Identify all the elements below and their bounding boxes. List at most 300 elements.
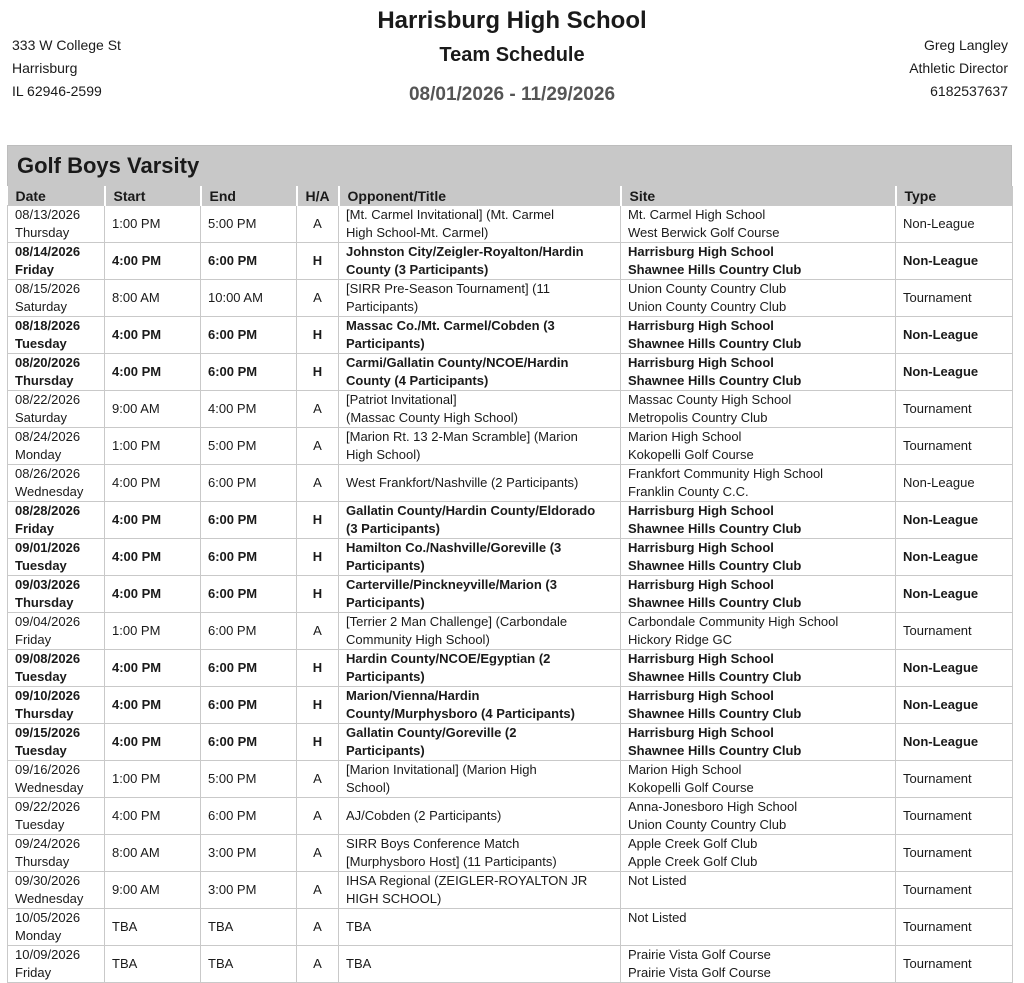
table-row	[8, 502, 1013, 539]
site-cell	[621, 539, 896, 576]
site-line: Frankfort Community High School	[628, 466, 824, 481]
opponent-line: [Terrier 2 Man Challenge] (Carbondale	[346, 614, 568, 629]
event-date: 08/15/2026	[15, 281, 81, 296]
opponent-line: Participants)	[346, 336, 425, 351]
start-time-cell: 4:00 PM	[105, 687, 201, 724]
site-cell	[621, 946, 896, 983]
table-row	[8, 650, 1013, 687]
site-line: Shawnee Hills Country Club	[628, 373, 802, 388]
start-time-cell: 4:00 PM	[105, 243, 201, 280]
opponent-line: Carterville/Pinckneyville/Marion (3	[346, 577, 557, 592]
site-line: Union County Country Club	[628, 299, 787, 314]
site-line: Harrisburg High School	[628, 688, 774, 703]
opponent-line: Gallatin County/Hardin County/Eldorado	[346, 503, 596, 518]
type-cell: Tournament	[896, 428, 1013, 465]
start-time-cell: 4:00 PM	[105, 539, 201, 576]
site-cell	[621, 428, 896, 465]
opponent-line: SIRR Boys Conference Match	[346, 836, 520, 851]
end-time-cell: 10:00 AM	[201, 280, 297, 317]
site-line: Anna-Jonesboro High School	[628, 799, 798, 814]
event-weekday: Thursday	[15, 706, 74, 721]
end-time-cell: 6:00 PM	[201, 798, 297, 835]
start-time-cell: TBA	[105, 946, 201, 983]
event-date: 08/20/2026	[15, 355, 81, 370]
table-row	[8, 687, 1013, 724]
event-weekday: Saturday	[15, 410, 68, 425]
event-date: 09/04/2026	[15, 614, 81, 629]
home-away-cell: A	[297, 761, 339, 798]
date-cell	[8, 354, 105, 391]
opponent-cell	[339, 391, 621, 428]
column-header-opponent: Opponent/Title	[339, 186, 621, 206]
start-time-cell: 4:00 PM	[105, 465, 201, 502]
home-away-cell: H	[297, 650, 339, 687]
home-away-cell: A	[297, 872, 339, 909]
date-cell	[8, 835, 105, 872]
table-row	[8, 465, 1013, 502]
type-cell: Tournament	[896, 835, 1013, 872]
opponent-line: High School-Mt. Carmel)	[346, 225, 489, 240]
date-cell	[8, 280, 105, 317]
end-time-cell: 6:00 PM	[201, 354, 297, 391]
team-title: Golf Boys Varsity	[7, 145, 1012, 186]
date-cell	[8, 243, 105, 280]
home-away-cell: A	[297, 946, 339, 983]
opponent-line: Carmi/Gallatin County/NCOE/Hardin	[346, 355, 569, 370]
event-date: 08/13/2026	[15, 207, 81, 222]
opponent-line: Hardin County/NCOE/Egyptian (2	[346, 651, 551, 666]
event-date: 08/28/2026	[15, 503, 81, 518]
type-cell: Tournament	[896, 613, 1013, 650]
site-cell	[621, 650, 896, 687]
home-away-cell: A	[297, 909, 339, 946]
event-weekday: Thursday	[15, 373, 74, 388]
site-line: Harrisburg High School	[628, 651, 774, 666]
document-subtitle: Team Schedule	[439, 44, 585, 66]
contact-title: Athletic Director	[909, 60, 1008, 76]
address-line: IL 62946-2599	[12, 83, 102, 99]
type-cell: Non-League	[896, 650, 1013, 687]
site-line: Not Listed	[628, 873, 687, 888]
date-cell	[8, 391, 105, 428]
column-header-site: Site	[621, 186, 896, 206]
type-cell: Tournament	[896, 872, 1013, 909]
event-weekday: Saturday	[15, 299, 68, 314]
event-date: 09/22/2026	[15, 799, 81, 814]
schedule-table	[7, 186, 1013, 983]
end-time-cell: 4:00 PM	[201, 391, 297, 428]
site-line: Shawnee Hills Country Club	[628, 336, 802, 351]
type-cell: Non-League	[896, 354, 1013, 391]
opponent-line: HIGH SCHOOL)	[346, 891, 442, 906]
home-away-cell: A	[297, 206, 339, 243]
type-cell: Tournament	[896, 391, 1013, 428]
event-weekday: Friday	[15, 521, 55, 536]
end-time-cell: 6:00 PM	[201, 576, 297, 613]
site-line: Massac County High School	[628, 392, 792, 407]
site-line: Kokopelli Golf Course	[628, 447, 754, 462]
site-line: Shawnee Hills Country Club	[628, 669, 802, 684]
table-row	[8, 724, 1013, 761]
date-cell	[8, 465, 105, 502]
contact-name: Greg Langley	[923, 37, 1008, 53]
opponent-line: School)	[346, 780, 391, 795]
table-row	[8, 946, 1013, 983]
event-date: 09/10/2026	[15, 688, 81, 703]
opponent-cell	[339, 428, 621, 465]
opponent-cell	[339, 872, 621, 909]
table-row	[8, 206, 1013, 243]
event-date: 09/30/2026	[15, 873, 81, 888]
event-weekday: Friday	[15, 262, 55, 277]
site-line: Harrisburg High School	[628, 577, 774, 592]
schedule-rows	[8, 206, 1013, 983]
site-line: Not Listed	[628, 910, 687, 925]
event-weekday: Tuesday	[15, 336, 67, 351]
opponent-line: TBA	[346, 919, 372, 934]
end-time-cell: 6:00 PM	[201, 539, 297, 576]
event-date: 09/08/2026	[15, 651, 81, 666]
table-row	[8, 576, 1013, 613]
site-line: West Berwick Golf Course	[628, 225, 780, 240]
event-weekday: Thursday	[15, 225, 70, 240]
opponent-line: AJ/Cobden (2 Participants)	[346, 808, 502, 823]
event-weekday: Tuesday	[15, 817, 65, 832]
site-cell	[621, 243, 896, 280]
event-weekday: Wednesday	[15, 780, 84, 795]
site-cell	[621, 798, 896, 835]
date-cell	[8, 650, 105, 687]
site-cell	[621, 761, 896, 798]
site-line: Marion High School	[628, 762, 742, 777]
home-away-cell: A	[297, 391, 339, 428]
opponent-cell	[339, 502, 621, 539]
date-cell	[8, 909, 105, 946]
start-time-cell: 4:00 PM	[105, 502, 201, 539]
home-away-cell: H	[297, 317, 339, 354]
opponent-cell	[339, 761, 621, 798]
event-date: 09/03/2026	[15, 577, 81, 592]
date-cell	[8, 687, 105, 724]
type-cell: Non-League	[896, 206, 1013, 243]
table-row	[8, 539, 1013, 576]
date-cell	[8, 576, 105, 613]
site-line: Harrisburg High School	[628, 725, 774, 740]
start-time-cell: 1:00 PM	[105, 613, 201, 650]
site-line: Union County Country Club	[628, 281, 787, 296]
home-away-cell: H	[297, 502, 339, 539]
address-line: Harrisburg	[12, 60, 78, 76]
opponent-line: Gallatin County/Goreville (2	[346, 725, 517, 740]
opponent-cell	[339, 465, 621, 502]
site-line: Shawnee Hills Country Club	[628, 706, 802, 721]
site-line: Hickory Ridge GC	[628, 632, 733, 647]
site-line: Marion High School	[628, 429, 742, 444]
table-row	[8, 428, 1013, 465]
opponent-cell	[339, 798, 621, 835]
site-line: Kokopelli Golf Course	[628, 780, 754, 795]
date-cell	[8, 428, 105, 465]
start-time-cell: 8:00 AM	[105, 835, 201, 872]
end-time-cell: 6:00 PM	[201, 502, 297, 539]
event-weekday: Tuesday	[15, 558, 67, 573]
table-row	[8, 872, 1013, 909]
type-cell: Tournament	[896, 909, 1013, 946]
site-line: Harrisburg High School	[628, 540, 774, 555]
end-time-cell: 6:00 PM	[201, 687, 297, 724]
event-weekday: Tuesday	[15, 743, 67, 758]
home-away-cell: H	[297, 243, 339, 280]
home-away-cell: A	[297, 280, 339, 317]
end-time-cell: 5:00 PM	[201, 428, 297, 465]
event-date: 10/09/2026	[15, 947, 81, 962]
opponent-cell	[339, 539, 621, 576]
table-row	[8, 391, 1013, 428]
event-date: 09/24/2026	[15, 836, 81, 851]
start-time-cell: 4:00 PM	[105, 576, 201, 613]
opponent-cell	[339, 354, 621, 391]
opponent-line: Community High School)	[346, 632, 490, 647]
site-cell	[621, 687, 896, 724]
table-row	[8, 354, 1013, 391]
opponent-line: High School)	[346, 447, 421, 462]
end-time-cell: TBA	[201, 946, 297, 983]
home-away-cell: H	[297, 724, 339, 761]
site-line: Apple Creek Golf Club	[628, 836, 758, 851]
type-cell: Non-League	[896, 687, 1013, 724]
table-row	[8, 798, 1013, 835]
table-header-row	[8, 186, 1013, 206]
date-cell	[8, 206, 105, 243]
address-line: 333 W College St	[12, 37, 121, 53]
opponent-line: West Frankfort/Nashville (2 Participants)	[346, 475, 579, 490]
site-cell	[621, 280, 896, 317]
event-date: 08/14/2026	[15, 244, 81, 259]
end-time-cell: 6:00 PM	[201, 243, 297, 280]
site-cell	[621, 206, 896, 243]
event-date: 09/01/2026	[15, 540, 81, 555]
home-away-cell: H	[297, 354, 339, 391]
opponent-line: [Marion Rt. 13 2-Man Scramble] (Marion	[346, 429, 578, 444]
date-cell	[8, 613, 105, 650]
column-header-start: Start	[105, 186, 201, 206]
site-line: Prairie Vista Golf Course	[628, 965, 771, 980]
end-time-cell: 6:00 PM	[201, 724, 297, 761]
opponent-cell	[339, 317, 621, 354]
type-cell: Non-League	[896, 243, 1013, 280]
start-time-cell: 4:00 PM	[105, 317, 201, 354]
event-date: 09/16/2026	[15, 762, 81, 777]
end-time-cell: 5:00 PM	[201, 761, 297, 798]
opponent-cell	[339, 687, 621, 724]
opponent-line: Hamilton Co./Nashville/Goreville (3	[346, 540, 562, 555]
opponent-cell	[339, 206, 621, 243]
opponent-cell	[339, 650, 621, 687]
type-cell: Non-League	[896, 502, 1013, 539]
opponent-line: Massac Co./Mt. Carmel/Cobden (3	[346, 318, 555, 333]
date-cell	[8, 539, 105, 576]
contact-phone: 6182537637	[930, 83, 1008, 99]
site-line: Carbondale Community High School	[628, 614, 839, 629]
table-row	[8, 280, 1013, 317]
site-cell	[621, 576, 896, 613]
date-cell	[8, 761, 105, 798]
event-weekday: Wednesday	[15, 484, 84, 499]
date-range: 08/01/2026 - 11/29/2026	[408, 84, 616, 105]
home-away-cell: A	[297, 428, 339, 465]
end-time-cell: 6:00 PM	[201, 465, 297, 502]
event-date: 08/24/2026	[15, 429, 81, 444]
end-time-cell: 6:00 PM	[201, 613, 297, 650]
start-time-cell: 1:00 PM	[105, 428, 201, 465]
opponent-cell	[339, 909, 621, 946]
event-date: 08/22/2026	[15, 392, 81, 407]
opponent-line: County (3 Participants)	[346, 262, 489, 277]
event-date: 08/26/2026	[15, 466, 81, 481]
event-date: 10/05/2026	[15, 910, 81, 925]
type-cell: Tournament	[896, 798, 1013, 835]
event-weekday: Thursday	[15, 854, 70, 869]
date-cell	[8, 724, 105, 761]
site-cell	[621, 317, 896, 354]
end-time-cell: 6:00 PM	[201, 650, 297, 687]
end-time-cell: 3:00 PM	[201, 872, 297, 909]
site-line: Apple Creek Golf Club	[628, 854, 758, 869]
start-time-cell: 9:00 AM	[105, 391, 201, 428]
home-away-cell: H	[297, 539, 339, 576]
type-cell: Non-League	[896, 576, 1013, 613]
table-row	[8, 613, 1013, 650]
start-time-cell: 1:00 PM	[105, 761, 201, 798]
opponent-line: County/Murphysboro (4 Participants)	[346, 706, 575, 721]
event-weekday: Thursday	[15, 595, 74, 610]
site-line: Union County Country Club	[628, 817, 787, 832]
event-weekday: Monday	[15, 928, 62, 943]
type-cell: Non-League	[896, 465, 1013, 502]
home-away-cell: A	[297, 798, 339, 835]
site-cell	[621, 613, 896, 650]
start-time-cell: TBA	[105, 909, 201, 946]
site-line: Shawnee Hills Country Club	[628, 558, 802, 573]
column-header-date: Date	[8, 186, 105, 206]
type-cell: Non-League	[896, 724, 1013, 761]
opponent-cell	[339, 280, 621, 317]
opponent-cell	[339, 724, 621, 761]
type-cell: Non-League	[896, 539, 1013, 576]
type-cell: Tournament	[896, 946, 1013, 983]
date-cell	[8, 798, 105, 835]
opponent-cell	[339, 576, 621, 613]
site-cell	[621, 909, 896, 946]
start-time-cell: 9:00 AM	[105, 872, 201, 909]
opponent-line: (3 Participants)	[346, 521, 440, 536]
table-row	[8, 243, 1013, 280]
opponent-line: Participants)	[346, 743, 425, 758]
table-row	[8, 761, 1013, 798]
site-line: Shawnee Hills Country Club	[628, 521, 802, 536]
date-cell	[8, 946, 105, 983]
event-date: 08/18/2026	[15, 318, 81, 333]
opponent-line: (Massac County High School)	[346, 410, 518, 425]
site-line: Harrisburg High School	[628, 318, 774, 333]
start-time-cell: 4:00 PM	[105, 798, 201, 835]
opponent-line: Participants)	[346, 669, 425, 684]
column-header-end: End	[201, 186, 297, 206]
home-away-cell: H	[297, 687, 339, 724]
site-cell	[621, 724, 896, 761]
type-cell: Non-League	[896, 317, 1013, 354]
opponent-line: TBA	[346, 956, 372, 971]
start-time-cell: 8:00 AM	[105, 280, 201, 317]
site-line: Mt. Carmel High School	[628, 207, 766, 222]
table-row	[8, 909, 1013, 946]
opponent-line: [Murphysboro Host] (11 Participants)	[346, 854, 557, 869]
table-row	[8, 835, 1013, 872]
start-time-cell: 4:00 PM	[105, 724, 201, 761]
site-line: Prairie Vista Golf Course	[628, 947, 771, 962]
opponent-cell	[339, 835, 621, 872]
document-header	[0, 6, 1024, 110]
site-line: Harrisburg High School	[628, 355, 774, 370]
event-weekday: Tuesday	[15, 669, 67, 684]
opponent-line: [Marion Invitational] (Marion High	[346, 762, 537, 777]
opponent-line: Participants)	[346, 595, 425, 610]
start-time-cell: 4:00 PM	[105, 650, 201, 687]
site-cell	[621, 872, 896, 909]
date-cell	[8, 872, 105, 909]
end-time-cell: 3:00 PM	[201, 835, 297, 872]
home-away-cell: H	[297, 576, 339, 613]
site-line: Shawnee Hills Country Club	[628, 262, 802, 277]
opponent-cell	[339, 613, 621, 650]
event-weekday: Friday	[15, 965, 52, 980]
opponent-line: [SIRR Pre-Season Tournament] (11	[346, 281, 551, 296]
end-time-cell: 5:00 PM	[201, 206, 297, 243]
type-cell: Tournament	[896, 761, 1013, 798]
site-line: Shawnee Hills Country Club	[628, 595, 802, 610]
event-weekday: Wednesday	[15, 891, 84, 906]
date-cell	[8, 502, 105, 539]
site-cell	[621, 354, 896, 391]
site-cell	[621, 391, 896, 428]
opponent-line: [Patriot Invitational]	[346, 392, 457, 407]
contact-info	[909, 34, 1008, 103]
opponent-cell	[339, 946, 621, 983]
school-name: Harrisburg High School	[377, 7, 647, 34]
date-cell	[8, 317, 105, 354]
home-away-cell: A	[297, 835, 339, 872]
site-cell	[621, 465, 896, 502]
end-time-cell: TBA	[201, 909, 297, 946]
type-cell: Tournament	[896, 280, 1013, 317]
opponent-cell	[339, 243, 621, 280]
site-line: Harrisburg High School	[628, 244, 774, 259]
opponent-line: Johnston City/Zeigler-Royalton/Hardin	[346, 244, 584, 259]
start-time-cell: 4:00 PM	[105, 354, 201, 391]
opponent-line: IHSA Regional (ZEIGLER-ROYALTON JR	[346, 873, 588, 888]
column-header-ha: H/A	[297, 186, 339, 206]
site-cell	[621, 835, 896, 872]
opponent-line: Marion/Vienna/Hardin	[346, 688, 480, 703]
opponent-line: County (4 Participants)	[346, 373, 489, 388]
end-time-cell: 6:00 PM	[201, 317, 297, 354]
event-weekday: Friday	[15, 632, 52, 647]
site-line: Franklin County C.C.	[628, 484, 749, 499]
home-away-cell: A	[297, 613, 339, 650]
site-line: Shawnee Hills Country Club	[628, 743, 802, 758]
table-row	[8, 317, 1013, 354]
site-cell	[621, 502, 896, 539]
